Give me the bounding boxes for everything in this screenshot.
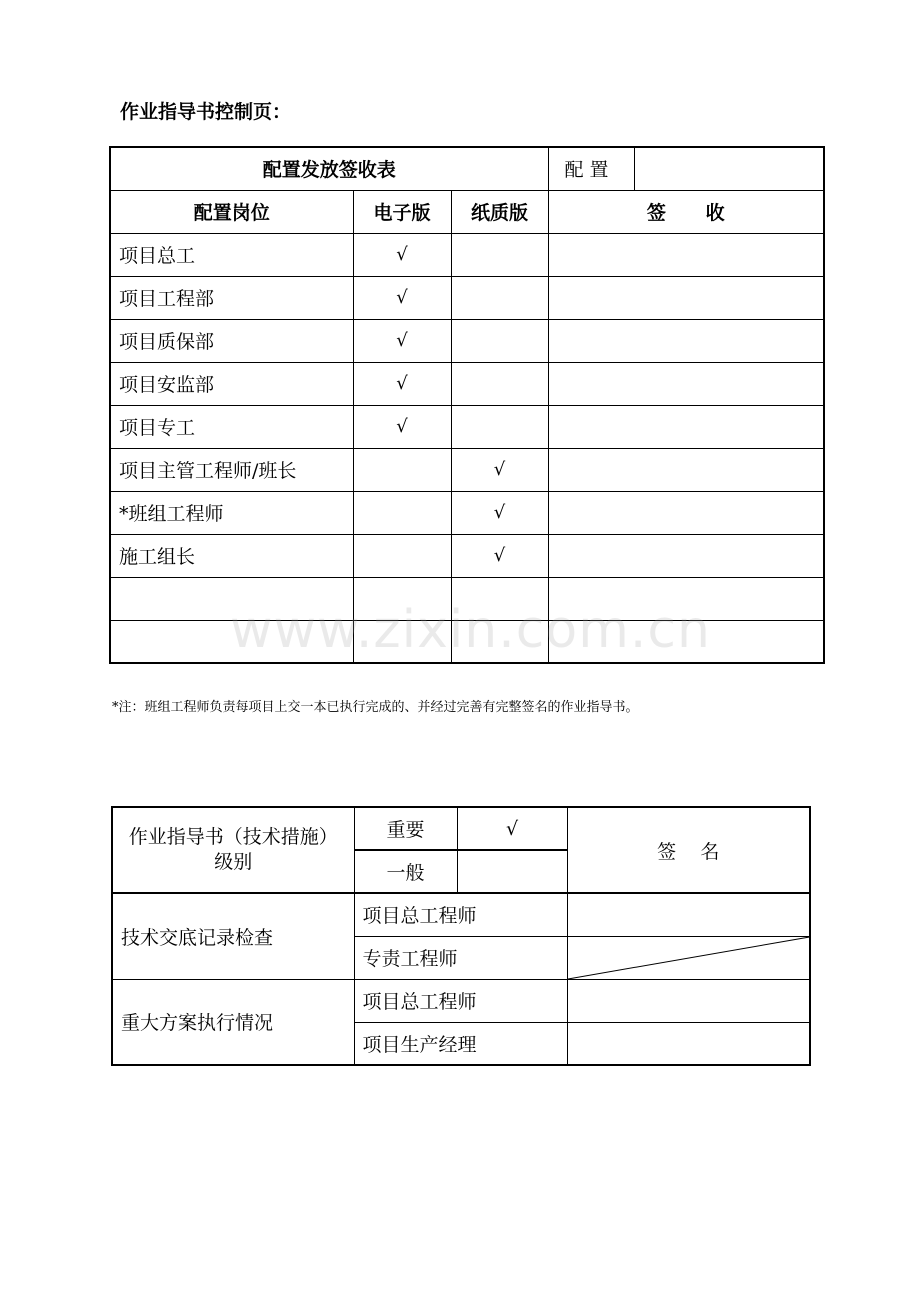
electronic-check[interactable] [353, 448, 451, 491]
electronic-check[interactable] [353, 534, 451, 577]
table-row [110, 233, 824, 276]
page-title: 作业指导书控制页： [120, 101, 292, 123]
paper-check[interactable] [451, 362, 548, 405]
header-paper: 纸质版 [451, 190, 548, 233]
sign-cell[interactable] [548, 448, 824, 491]
sign-cell[interactable] [548, 491, 824, 534]
tech-sign-specialist[interactable] [567, 936, 810, 979]
electronic-check[interactable]: √ [353, 319, 451, 362]
important-check[interactable]: √ [457, 807, 567, 850]
sign-cell[interactable] [548, 405, 824, 448]
config-label: 配 置 [548, 147, 634, 190]
position-cell: 项目质保部 [110, 319, 353, 362]
sign-cell[interactable] [548, 233, 824, 276]
header-electronic: 电子版 [353, 190, 451, 233]
table-row [110, 405, 824, 448]
table-row [110, 491, 824, 534]
major-role-chief-engineer: 项目总工程师 [354, 979, 567, 1022]
paper-check[interactable] [451, 276, 548, 319]
paper-check[interactable] [451, 405, 548, 448]
watermark: www.zixin.com.cn [230, 600, 711, 660]
major-plan-label: 重大方案执行情况 [112, 979, 354, 1065]
electronic-check[interactable]: √ [353, 405, 451, 448]
major-sign-manager[interactable] [567, 1022, 810, 1065]
paper-check[interactable] [451, 233, 548, 276]
electronic-check[interactable]: √ [353, 362, 451, 405]
position-cell: 项目主管工程师/班长 [110, 448, 353, 491]
electronic-check[interactable]: √ [353, 233, 451, 276]
level-table [111, 806, 811, 1066]
position-cell: 施工组长 [110, 534, 353, 577]
table-row [110, 448, 824, 491]
major-role-production-manager: 项目生产经理 [354, 1022, 567, 1065]
sign-cell[interactable] [548, 362, 824, 405]
paper-check[interactable]: √ [451, 448, 548, 491]
table-row [110, 534, 824, 577]
dist-table-title: 配置发放签收表 [110, 147, 548, 190]
position-cell: *班组工程师 [110, 491, 353, 534]
position-cell: 项目工程部 [110, 276, 353, 319]
tech-check-label: 技术交底记录检查 [112, 893, 354, 979]
distribution-table [109, 146, 825, 664]
table-row [110, 319, 824, 362]
sign-cell[interactable] [548, 534, 824, 577]
major-sign-chief[interactable] [567, 979, 810, 1022]
tech-role-specialist: 专责工程师 [354, 936, 567, 979]
table-row [110, 362, 824, 405]
important-label: 重要 [354, 807, 457, 850]
config-value[interactable] [634, 147, 824, 190]
position-cell: 项目总工 [110, 233, 353, 276]
sign-cell[interactable] [548, 319, 824, 362]
footnote: *注：班组工程师负责每项目上交一本已执行完成的、并经过完善有完整签名的作业指导书。 [112, 700, 639, 715]
diagonal-line [568, 937, 810, 979]
sign-label: 签 名 [567, 807, 810, 893]
position-cell: 项目安监部 [110, 362, 353, 405]
paper-check[interactable] [451, 319, 548, 362]
paper-check[interactable]: √ [451, 534, 548, 577]
tech-sign-chief[interactable] [567, 893, 810, 936]
general-check[interactable] [457, 850, 567, 893]
general-label: 一般 [354, 850, 457, 893]
header-sign: 签 收 [548, 190, 824, 233]
position-cell: 项目专工 [110, 405, 353, 448]
table-row [110, 276, 824, 319]
header-position: 配置岗位 [110, 190, 353, 233]
sign-cell[interactable] [548, 276, 824, 319]
tech-role-chief-engineer: 项目总工程师 [354, 893, 567, 936]
paper-check[interactable]: √ [451, 491, 548, 534]
electronic-check[interactable]: √ [353, 276, 451, 319]
electronic-check[interactable] [353, 491, 451, 534]
level-label: 作业指导书（技术措施）级别 [112, 807, 354, 893]
